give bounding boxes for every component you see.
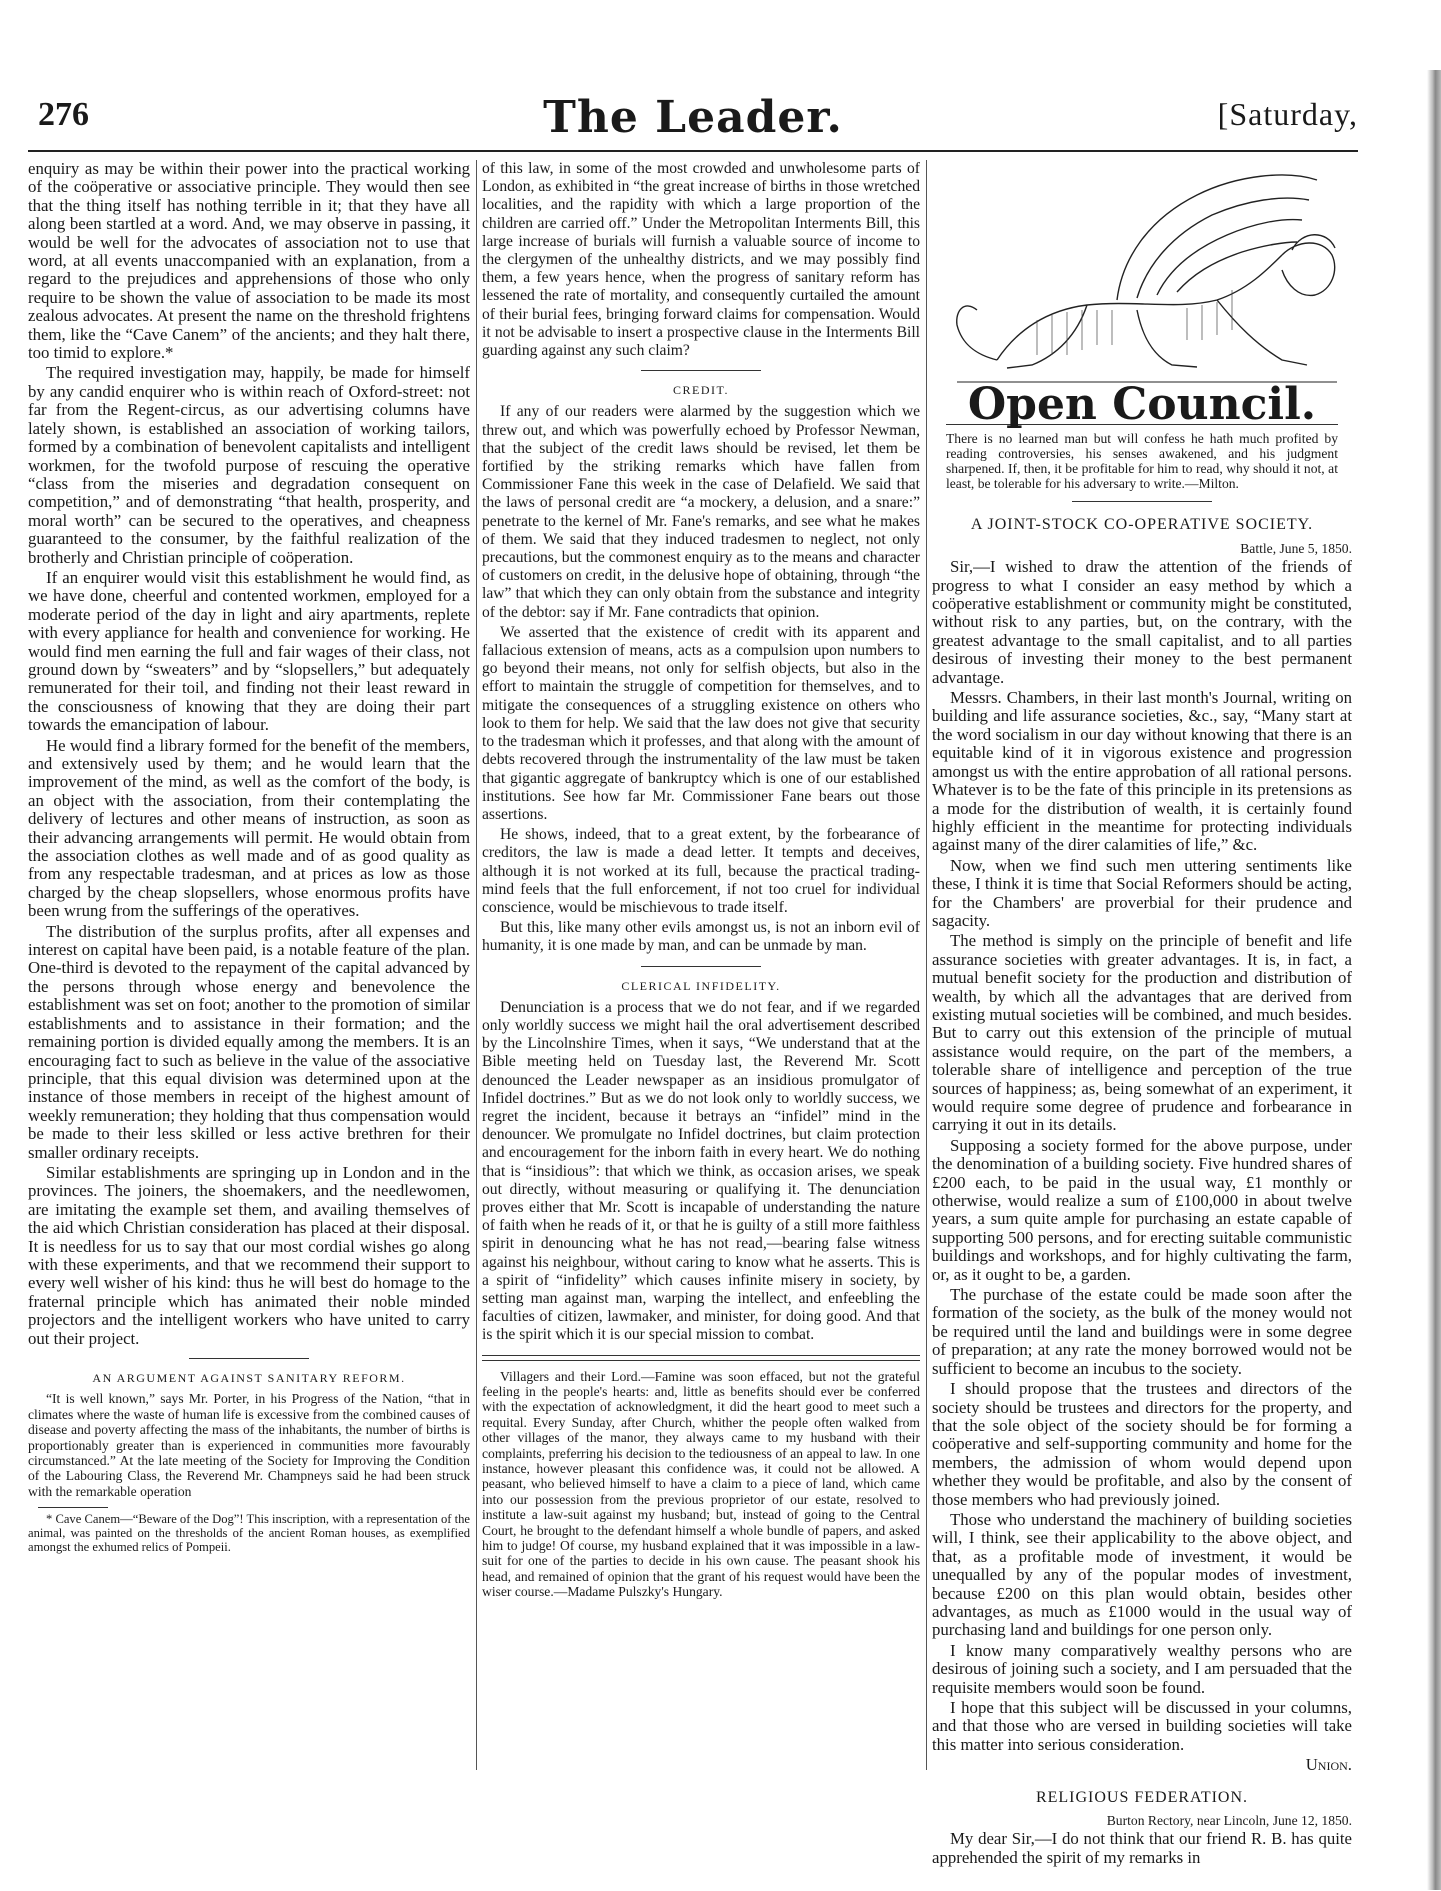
dateline: [Saturday, bbox=[1217, 96, 1358, 132]
page-number: 276 bbox=[38, 96, 89, 133]
header-rule bbox=[28, 150, 1358, 152]
signature: Union. bbox=[1305, 1755, 1352, 1775]
paragraph: Denunciation is a process that we do not fear, and if we regarded only worldly success we might hail the oral advertisement described by the Lincolnshire Times, when it says, “We understand that at the Bible meeting held on Tuesday last, the Reverend Mr. Scott denounced the Leader newspaper as an insidious promulgator of Infidel doctrines.” But as we do not look only to worldly success, we regret the incident, because it betrays an “infidel” mind in the denouncer. We promulgate no Infidel doctrines, but claim protection and encouragement for the inborn faith in every heart. We do nothing that is “insidious”: that which we think, as occasion arises, we speak out directly, without measuring or qualifying it. The denunciation proves either that Mr. Scott is incapable of understanding the nature of faith when he reads of it, or that he is guilty of a still more faithless spirit in denouncing what he has not read,—bearing false witness against his neighbour, without caring to know what he asserts. This is a spirit of “infidelity” which causes infinite misery in society, by setting man against man, warping the intellect, and enfeebling the faculties of citizen, lawmaker, and minister, for doing good. And that is the spirit which it is our special mission to combat. bbox=[482, 998, 920, 1344]
letter-date: Battle, June 5, 1850. bbox=[1240, 540, 1352, 556]
paragraph: My dear Sir,—I do not think that our friend R. B. has quite apprehended the spirit of my remarks in bbox=[932, 1829, 1352, 1867]
column-2 bbox=[482, 160, 920, 1602]
column-3 bbox=[932, 160, 1352, 1869]
paragraph: I hope that this subject will be discussed in your columns, and that those who are versed in building societies will take this matter into serious consideration. bbox=[932, 1698, 1352, 1754]
divider bbox=[1072, 501, 1212, 502]
paragraph: Supposing a society formed for the above purpose, under the denomination of a building society. Five hundred shares of £200 each, to be paid in the usual way, £1 monthly or otherwise, would realize a sum of £100,000 in about twelve years, a sum quite ample for purchasing an estate capable of supporting 500 persons, and for erecting suitable communistic buildings and workshops, and for highly cultivating the farm, or, as it ought to be, a garden. bbox=[932, 1135, 1352, 1284]
section-title: CLERICAL INFIDELITY. bbox=[621, 978, 781, 993]
paragraph: enquiry as may be within their power into the practical working of the coöperative or associative principle. They would then see that the thing itself has nothing terrible in it; that they have all along been startled at a word. And, we may observe in passing, it would be well for the advocates of association not to use that word, at all events unaccompanied with an explanation, from a regard to the prejudices and apprehensions of those who only require to be shown the value of association to be made its most zealous advocates. At present the name on the threshold frightens them, like the “Cave Canem” of the ancients; and they halt there, too timid to explore.* bbox=[28, 159, 470, 363]
paragraph: Now, when we find such men uttering sentiments like these, I think it is time that Social Reformers should be acting, for the Chambers' are proverbial for their prudence and sagacity. bbox=[932, 855, 1352, 930]
divider bbox=[189, 1358, 309, 1359]
paragraph: Messrs. Chambers, in their last month's Journal, writing on building and life assurance societies, &c., say, “Many start at the word socialism in our day without knowing that there is an equitable kind of it in vigorous existence and progression amongst us with the entire approbation of all rational persons. Whatever is to be the fate of this principle in its pretensions as a mode for the distribution of wealth, it is certainly found highly efficient in the meantime for protecting individuals against many of the direr calamities of life,” &c. bbox=[932, 688, 1352, 855]
paragraph: Villagers and their Lord.—Famine was soon effaced, but not the grateful feeling in the people's hearts: and, little as benefits should ever be conferred with the expectation of acknowledgment, it did the heart good to meet such a requital. Every Sunday, after Church, whither the people often walked from other villages of the manor, they always came to my husband with their complaints, preferring his decision to the tediousness of an appeal to law. In one instance, however pleasant this confidence was, it could not be allowed. A peasant, who believed himself to have a claim to a piece of land, which came into our possession from the previous proprietor of our estate, resolved to institute a law-suit against my husband; but, instead of going to the Central Court, he brought to the defendant himself a whole bundle of papers, and asked him to judge! Of course, my husband explained that it was impossible in a law-suit for one of the parties to decide in his own cause. The peasant shook his head, and remained of opinion that the grant of his request would have been the wiser course.—Madame Pulszky's Hungary. bbox=[482, 1368, 920, 1600]
letter-date: Burton Rectory, near Lincoln, June 12, 1850. bbox=[1106, 1813, 1352, 1829]
paragraph: If any of our readers were alarmed by the suggestion which we threw out, and which was powerfully echoed by Professor Newman, that the subject of the credit laws should be revised, let them be fortified by the striking remarks which have fallen from Commissioner Fane this week in the case of Delafield. We said that the laws of personal credit are “a mockery, a delusion, and a snare:” penetrate to the kernel of Mr. Fane's remarks, and see what he makes of them. We said that they induced tradesmen to neglect, not only precautions, but the commonest enquiry as to the means and character of customers on credit, in the delusive hope of obtaining, through “the law” that which they can only obtain from the substance and integrity of the debtor: say if Mr. Fane contradicts that opinion. bbox=[482, 403, 920, 621]
paragraph: of this law, in some of the most crowded and unwholesome parts of London, as exhibited in “the great increase of births in those wretched localities, and the rapidity with which a large proportion of the children are carried off.” Under the Metropolitan Interments Bill, this large increase of burials will furnish a valuable source of income to the clergymen of the unhealthy districts, and we may possibly find them, a few years hence, when the progress of sanitary reform has lessened the rate of mortality, and consequently curtailed the amount of their burial fees, bringing forward claims for compensation. Would it not be advisable to insert a prospective clause in the Interments Bill guarding against any such claim? bbox=[482, 160, 920, 360]
column-rule bbox=[476, 160, 477, 1770]
winged-lion-illustration bbox=[937, 160, 1347, 390]
paragraph: The method is simply on the principle of benefit and life assurance societies with greater advantages. It is, in fact, a mutual benefit society for the production and distribution of wealth, by which all the advantages that are derived from existing mutual societies will be combined, and much besides. But to carry out this extension of the principle of mutual assistance would require, on the part of the members, a tolerable share of intelligence and perception of the true sources of happiness; as, being somewhat of an experiment, it would require some degree of prudence and forbearance in carrying it out in its details. bbox=[932, 931, 1352, 1135]
footnote-rule bbox=[38, 1507, 108, 1508]
paragraph: Sir,—I wished to draw the attention of the friends of progress to what I consider an easy method by which a coöperative establishment or community might be constituted, without risk to any parties, but, on the contrary, with the greatest advantage to the small capitalist, and to all parties desirous of investing their money to the best permanent advantage. bbox=[932, 557, 1352, 687]
paragraph: I should propose that the trustees and directors of the society should be trustees and directors for the property, and that the sole object of the society should be for forming a coöperative and self-supporting community and home for the members, the admission of whom would depend upon whether they would be profitable, and also by the consent of those members who had previously joined. bbox=[932, 1379, 1352, 1509]
motto: There is no learned man but will confess he hath much profited by reading controversies, his senses awakened, and his judgment sharpened. If, then, it be profitable for him to read, why should it not, at least, be tolerable for his adversary to write.—Milton. bbox=[946, 424, 1338, 491]
paragraph: I know many comparatively wealthy persons who are desirous of joining such a society, and I am persuaded that the requisite members would soon be found. bbox=[932, 1640, 1352, 1697]
paragraph: But this, like many other evils amongst us, is not an inborn evil of humanity, it is one made by man, and can be unmade by man. bbox=[482, 919, 920, 955]
divider bbox=[641, 370, 761, 371]
paragraph: Those who understand the machinery of building societies will, I think, see their applicability to the above object, and that, as a profitable mode of investment, it would be unequalled by any of the popular modes of investment, because £200 on this plan would obtain, besides other advantages, as much as £1000 would in the usual way of purchasing land and buildings for one person only. bbox=[932, 1509, 1352, 1640]
double-divider bbox=[482, 1355, 920, 1361]
column-rule bbox=[926, 160, 927, 1770]
section-title: AN ARGUMENT AGAINST SANITARY REFORM. bbox=[92, 1371, 406, 1385]
paragraph: The required investigation may, happily, be made for himself by any candid enquirer who is within reach of Oxford-street: not far from the Regent-circus, as our advertising columns have lately shown, is established an association of working tailors, formed by a combination of benevolent capitalists and intelligent workmen, for the twofold purpose of rescuing the operative “class from the miseries and degradation consequent on competition,” and of demonstrating “that health, prosperity, and moral worth” can be secured to the operatives, and cheapness guaranteed to the consumer, by the faithful realization of the brotherly and Christian principle of coöperation. bbox=[28, 363, 470, 567]
scan-edge bbox=[1427, 70, 1441, 1890]
paragraph: He would find a library formed for the benefit of the members, and extensively used by them; and he would learn that the improvement of the mind, as well as the comfort of the body, is an object with the association, from their contemplating the delivery of lectures and other means of instruction, as soon as their advancing arrangements will permit. He would obtain from the association clothes as well made and of as good quality as from any respectable tradesman, and at prices as low as those charged by the cheap slopsellers, whose enormous profits have been wrung from the sufferings of the operatives. bbox=[28, 735, 470, 921]
footnote: * Cave Canem—“Beware of the Dog”! This inscription, with a representation of the animal, was painted on the thresholds of the ancient Roman houses, as exemplified amongst the exhumed relics of Pompeii. bbox=[28, 1512, 470, 1555]
column-title: Open Council. bbox=[967, 379, 1317, 430]
divider bbox=[641, 966, 761, 967]
paragraph: The purchase of the estate could be made soon after the formation of the society, as the bulk of the money would not be required until the land and buildings were in some degree of preparation; at any rate the money borrowed would not be sufficient to become an incubus to the society. bbox=[932, 1285, 1352, 1378]
page-header bbox=[28, 92, 1358, 152]
section-title: CREDIT. bbox=[673, 383, 729, 398]
masthead: The Leader. bbox=[543, 92, 843, 143]
paragraph: Similar establishments are springing up in London and in the provinces. The joiners, the shoemakers, and the needlewomen, are imitating the example set them, and availing themselves of the aid which Christian consideration has placed at their disposal. It is needless for us to say that our most cordial wishes go along with these experiments, and that we recommend their support to every well wisher of his kind: thus he will best do homage to the fraternal principle which has animated their noble minded projectors and the intelligent workers who have united to carry out their project. bbox=[28, 1162, 470, 1348]
paragraph: “It is well known,” says Mr. Porter, in his Progress of the Nation, “that in climates where the waste of human life is excessive from the combined causes of disease and poverty affecting the mass of the inhabitants, the number of births is proportionably greater than is experienced in communities more favourably circumstanced.” At the late meeting of the Society for Improving the Condition of the Labouring Class, the Reverend Mr. Champneys said he had been struck with the remarkable operation bbox=[28, 1391, 470, 1499]
paragraph: The distribution of the surplus profits, after all expenses and interest on capital have been paid, is a notable feature of the plan. One-third is devoted to the repayment of the capital advanced by the persons through whose energy and benevolence the establishment was set on foot; another to the promotion of similar establishments and to assistance in their formation; and the remaining portion is divided equally among the members. It is an encouraging fact to such as believe in the value of the associative principle, that this equal division was determined upon at the instance of those members in receipt of the highest amount of weekly remuneration; they holding that thus compensation would be made to their less skilled or less active brethren for their smaller ordinary receipts. bbox=[28, 921, 470, 1162]
letter-title: A JOINT-STOCK CO-OPERATIVE SOCIETY. bbox=[970, 516, 1314, 534]
column-1 bbox=[28, 160, 470, 1556]
letter-title: RELIGIOUS FEDERATION. bbox=[1035, 1788, 1249, 1806]
paragraph: We asserted that the existence of credit with its apparent and fallacious extension of means, acts as a compulsion upon numbers to go beyond their means, not only for selfish objects, but also in the effort to maintain the struggle of competition for themselves, and to mitigate the consequences of a struggling existence on others who look to them for help. We said that the law does not give that security to the tradesman which it professes, and that along with the amount of debts recovered through the instrumentality of the law must be taken that gigantic aggregate of bankruptcy which is one of our established institutions. See how far Mr. Commissioner Fane bears out those assertions. bbox=[482, 623, 920, 823]
paragraph: If an enquirer would visit this establishment he would find, as we have done, cheerful and contented workmen, employed for a moderate period of the day in light and airy apartments, replete with every appliance for health and convenience for working. He would find men earning the full and fair wages of their class, not ground down by “sweaters” and by “slopsellers,” but adequately remunerated for their toil, and finding not their least reward in the consciousness of knowing that they are doing their part towards the emancipation of labour. bbox=[28, 567, 470, 735]
paragraph: He shows, indeed, that to a great extent, by the forbearance of creditors, the law is made a dead letter. It tempts and deceives, although it is not worked at its full, because the practical trading-mind feels that the full enforcement, if not too cruel for individual conscience, would be mischievous to trade itself. bbox=[482, 826, 920, 916]
